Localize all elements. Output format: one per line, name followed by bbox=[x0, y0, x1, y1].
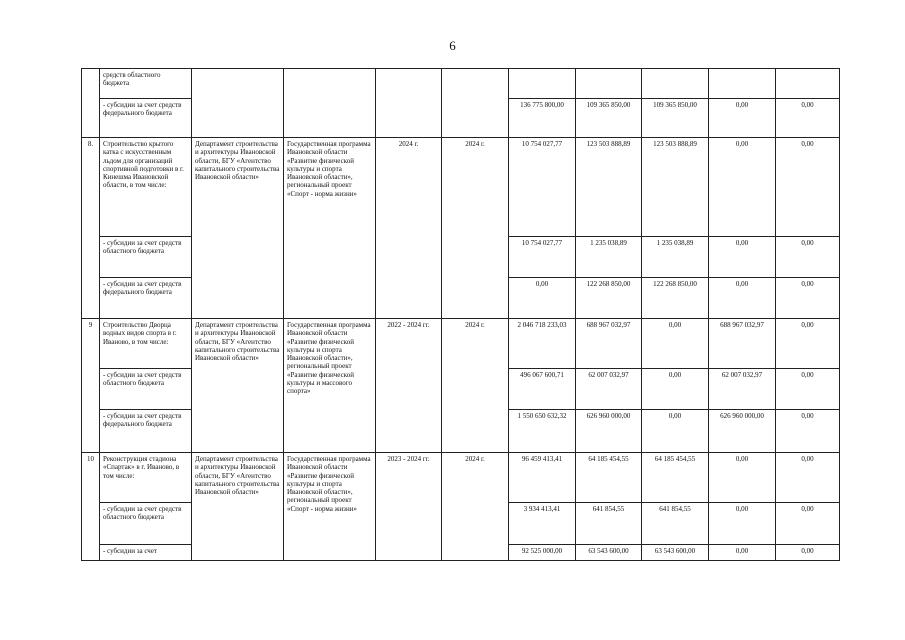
amount-1: 122 268 850,00 bbox=[576, 278, 642, 319]
executor-cell: Департамент строительства и архитектуры Ивановской области, БГУ «Агентство капитального строительства Ивановской области» bbox=[192, 138, 284, 319]
row-index bbox=[82, 69, 100, 138]
row-name: - субсидии за счет bbox=[100, 545, 192, 561]
amount-1: 64 185 454,55 bbox=[576, 453, 642, 503]
year-cell: 2024 г. bbox=[442, 319, 509, 453]
amount-2: 641 854,55 bbox=[642, 503, 709, 545]
program-cell bbox=[284, 69, 376, 138]
year-cell bbox=[442, 69, 509, 138]
row-index: 10 bbox=[82, 453, 100, 561]
amount-3: 62 007 032,97 bbox=[709, 369, 776, 410]
amount-total bbox=[509, 69, 576, 99]
amount-1: 123 503 888,89 bbox=[576, 138, 642, 237]
amount-total: 10 754 027,77 bbox=[509, 237, 576, 278]
amount-1: 688 967 032,97 bbox=[576, 319, 642, 369]
amount-total: 496 067 600,71 bbox=[509, 369, 576, 410]
row-name: Реконструкция стадиона «Спартак» в г. Иваново, в том числе: bbox=[100, 453, 192, 503]
table-row bbox=[82, 319, 840, 369]
row-name: - субсидии за счет средств областного бюджета bbox=[100, 503, 192, 545]
amount-4: 0,00 bbox=[776, 503, 840, 545]
amount-2: 1 235 038,89 bbox=[642, 237, 709, 278]
amount-3: 0,00 bbox=[709, 138, 776, 237]
amount-2: 122 268 850,00 bbox=[642, 278, 709, 319]
amount-3: 0,00 bbox=[709, 453, 776, 503]
amount-3: 688 967 032,97 bbox=[709, 319, 776, 369]
page-number: 6 bbox=[449, 38, 456, 53]
row-name: Строительство крытого катка с искусственным льдом для организаций спортивной подготовки в г. Кинешма Ивановской области, в том числе: bbox=[100, 138, 192, 237]
program-cell: Государственная программа Ивановской области «Развитие физической культуры и спорта Ивановской области», региональный проект «Спорт - норма жизни» bbox=[284, 138, 376, 319]
row-name: - субсидии за счет средств областного бюджета bbox=[100, 237, 192, 278]
row-name: - субсидии за счет средств федерального бюджета bbox=[100, 410, 192, 453]
row-name: - субсидии за счет средств областного бюджета bbox=[100, 369, 192, 410]
period-cell: 2023 - 2024 гг. bbox=[376, 453, 442, 561]
row-name: - субсидии за счет средств федерального бюджета bbox=[100, 278, 192, 319]
amount-total: 0,00 bbox=[509, 278, 576, 319]
amount-1 bbox=[576, 69, 642, 99]
budget-table bbox=[81, 68, 840, 561]
row-index: 8. bbox=[82, 138, 100, 319]
row-index: 9 bbox=[82, 319, 100, 453]
amount-2: 0,00 bbox=[642, 369, 709, 410]
year-cell: 2024 г. bbox=[442, 138, 509, 319]
amount-3: 0,00 bbox=[709, 237, 776, 278]
amount-2: 63 543 600,00 bbox=[642, 545, 709, 561]
amount-total: 10 754 027,77 bbox=[509, 138, 576, 237]
amount-4: 0,00 bbox=[776, 369, 840, 410]
period-cell bbox=[376, 69, 442, 138]
amount-4: 0,00 bbox=[776, 138, 840, 237]
executor-cell bbox=[192, 69, 284, 138]
table-row bbox=[82, 453, 840, 503]
amount-3: 0,00 bbox=[709, 99, 776, 138]
amount-3: 0,00 bbox=[709, 278, 776, 319]
row-name: Строительство Дворца водных видов спорта в г. Иваново, в том числе: bbox=[100, 319, 192, 369]
amount-total: 1 550 650 632,32 bbox=[509, 410, 576, 453]
amount-total: 96 459 413,41 bbox=[509, 453, 576, 503]
amount-4 bbox=[776, 69, 840, 99]
amount-4: 0,00 bbox=[776, 319, 840, 369]
amount-1: 626 960 000,00 bbox=[576, 410, 642, 453]
amount-total: 136 775 800,00 bbox=[509, 99, 576, 138]
amount-total: 92 525 000,00 bbox=[509, 545, 576, 561]
table-row bbox=[82, 69, 840, 99]
year-cell: 2024 г. bbox=[442, 453, 509, 561]
amount-4: 0,00 bbox=[776, 237, 840, 278]
amount-3: 0,00 bbox=[709, 545, 776, 561]
program-cell: Государственная программа Ивановской области «Развитие физической культуры и спорта Ивановской области», региональный проект «Развитие физической культуры и массового спорта» bbox=[284, 319, 376, 453]
row-name: - субсидии за счет средств федерального бюджета bbox=[100, 99, 192, 138]
executor-cell: Департамент строительства и архитектуры Ивановской области, БГУ «Агентство капитального строительства Ивановской области» bbox=[192, 319, 284, 453]
amount-1: 641 854,55 bbox=[576, 503, 642, 545]
amount-1: 62 007 032,97 bbox=[576, 369, 642, 410]
amount-3 bbox=[709, 69, 776, 99]
amount-2: 0,00 bbox=[642, 319, 709, 369]
executor-cell: Департамент строительства и архитектуры Ивановской области, БГУ «Агентство капитального строительства Ивановской области» bbox=[192, 453, 284, 561]
amount-2: 109 365 850,00 bbox=[642, 99, 709, 138]
amount-1: 63 543 600,00 bbox=[576, 545, 642, 561]
amount-2 bbox=[642, 69, 709, 99]
amount-4: 0,00 bbox=[776, 545, 840, 561]
program-cell: Государственная программа Ивановской области «Развитие физической культуры и спорта Ивановской области», региональный проект «Спорт - норма жизни» bbox=[284, 453, 376, 561]
period-cell: 2022 - 2024 гг. bbox=[376, 319, 442, 453]
amount-4: 0,00 bbox=[776, 278, 840, 319]
amount-3: 0,00 bbox=[709, 503, 776, 545]
amount-4: 0,00 bbox=[776, 410, 840, 453]
table-row bbox=[82, 138, 840, 237]
amount-total: 3 934 413,41 bbox=[509, 503, 576, 545]
row-name: средств областного бюджета bbox=[100, 69, 192, 99]
amount-total: 2 046 718 233,03 bbox=[509, 319, 576, 369]
amount-2: 123 503 888,89 bbox=[642, 138, 709, 237]
amount-4: 0,00 bbox=[776, 99, 840, 138]
amount-2: 64 185 454,55 bbox=[642, 453, 709, 503]
amount-1: 1 235 038,89 bbox=[576, 237, 642, 278]
amount-4: 0,00 bbox=[776, 453, 840, 503]
amount-2: 0,00 bbox=[642, 410, 709, 453]
period-cell: 2024 г. bbox=[376, 138, 442, 319]
amount-3: 626 960 000,00 bbox=[709, 410, 776, 453]
amount-1: 109 365 850,00 bbox=[576, 99, 642, 138]
